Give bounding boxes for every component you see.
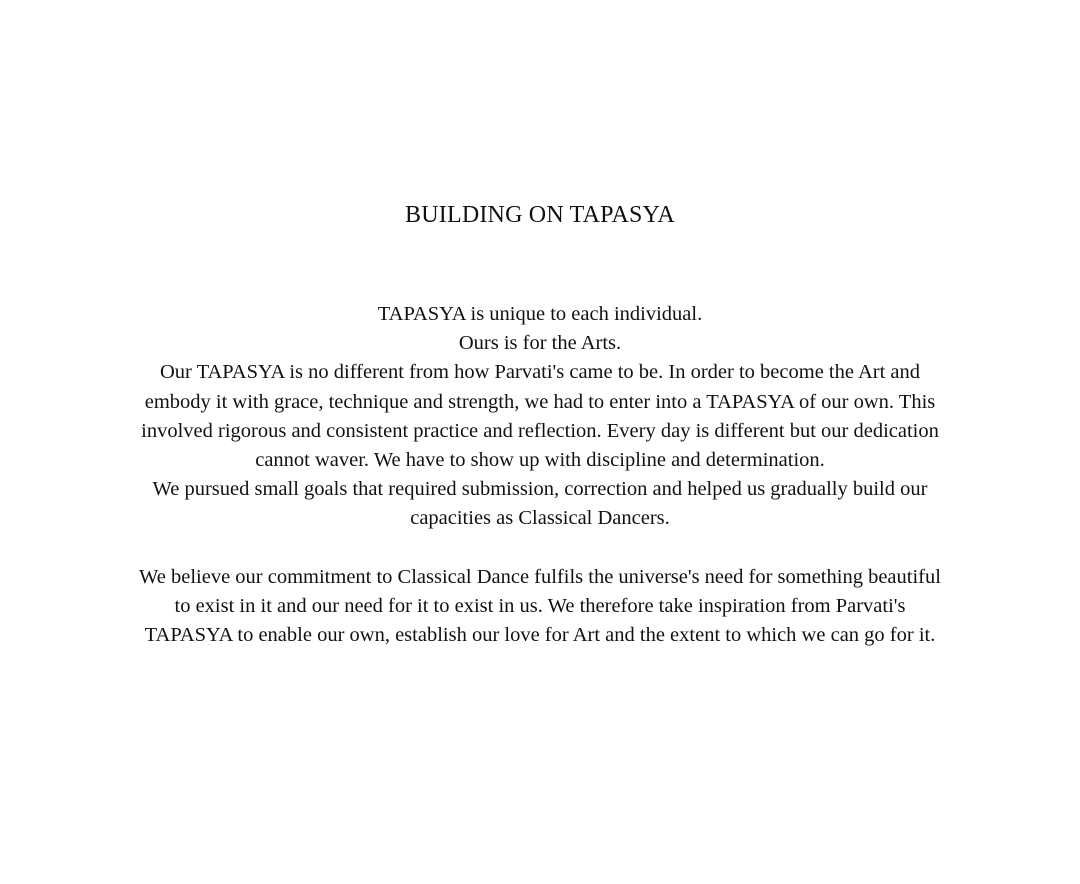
text-line: We believe our commitment to Classical Dance fulfils the universe's need for something beautiful <box>139 565 941 588</box>
text-line: Ours is for the Arts. <box>458 332 622 355</box>
page-title: BUILDING ON TAPASYA <box>405 202 675 228</box>
paragraph-spacer <box>80 534 1000 563</box>
text-line: to exist in it and our need for it to exist in us. We therefore take inspiration from Parvati's <box>174 595 906 618</box>
text-line: We pursued small goals that required submission, correction and helped us gradually build our <box>152 478 928 501</box>
text-line: cannot waver. We have to show up with discipline and determination. <box>255 449 825 472</box>
body-text <box>80 300 1000 650</box>
text-line: capacities as Classical Dancers. <box>410 507 670 530</box>
text-line: TAPASYA to enable our own, establish our love for Art and the extent to which we can go for it. <box>144 624 936 647</box>
text-line: involved rigorous and consistent practice and reflection. Every day is different but our dedication <box>141 419 939 442</box>
text-line: TAPASYA is unique to each individual. <box>377 303 703 325</box>
paragraph-intro <box>80 300 1000 534</box>
text-line: Our TAPASYA is no different from how Parvati's came to be. In order to become the Art and <box>159 361 921 384</box>
text-line: embody it with grace, technique and strength, we had to enter into a TAPASYA of our own. This <box>144 390 936 413</box>
paragraph-belief <box>80 563 1000 651</box>
